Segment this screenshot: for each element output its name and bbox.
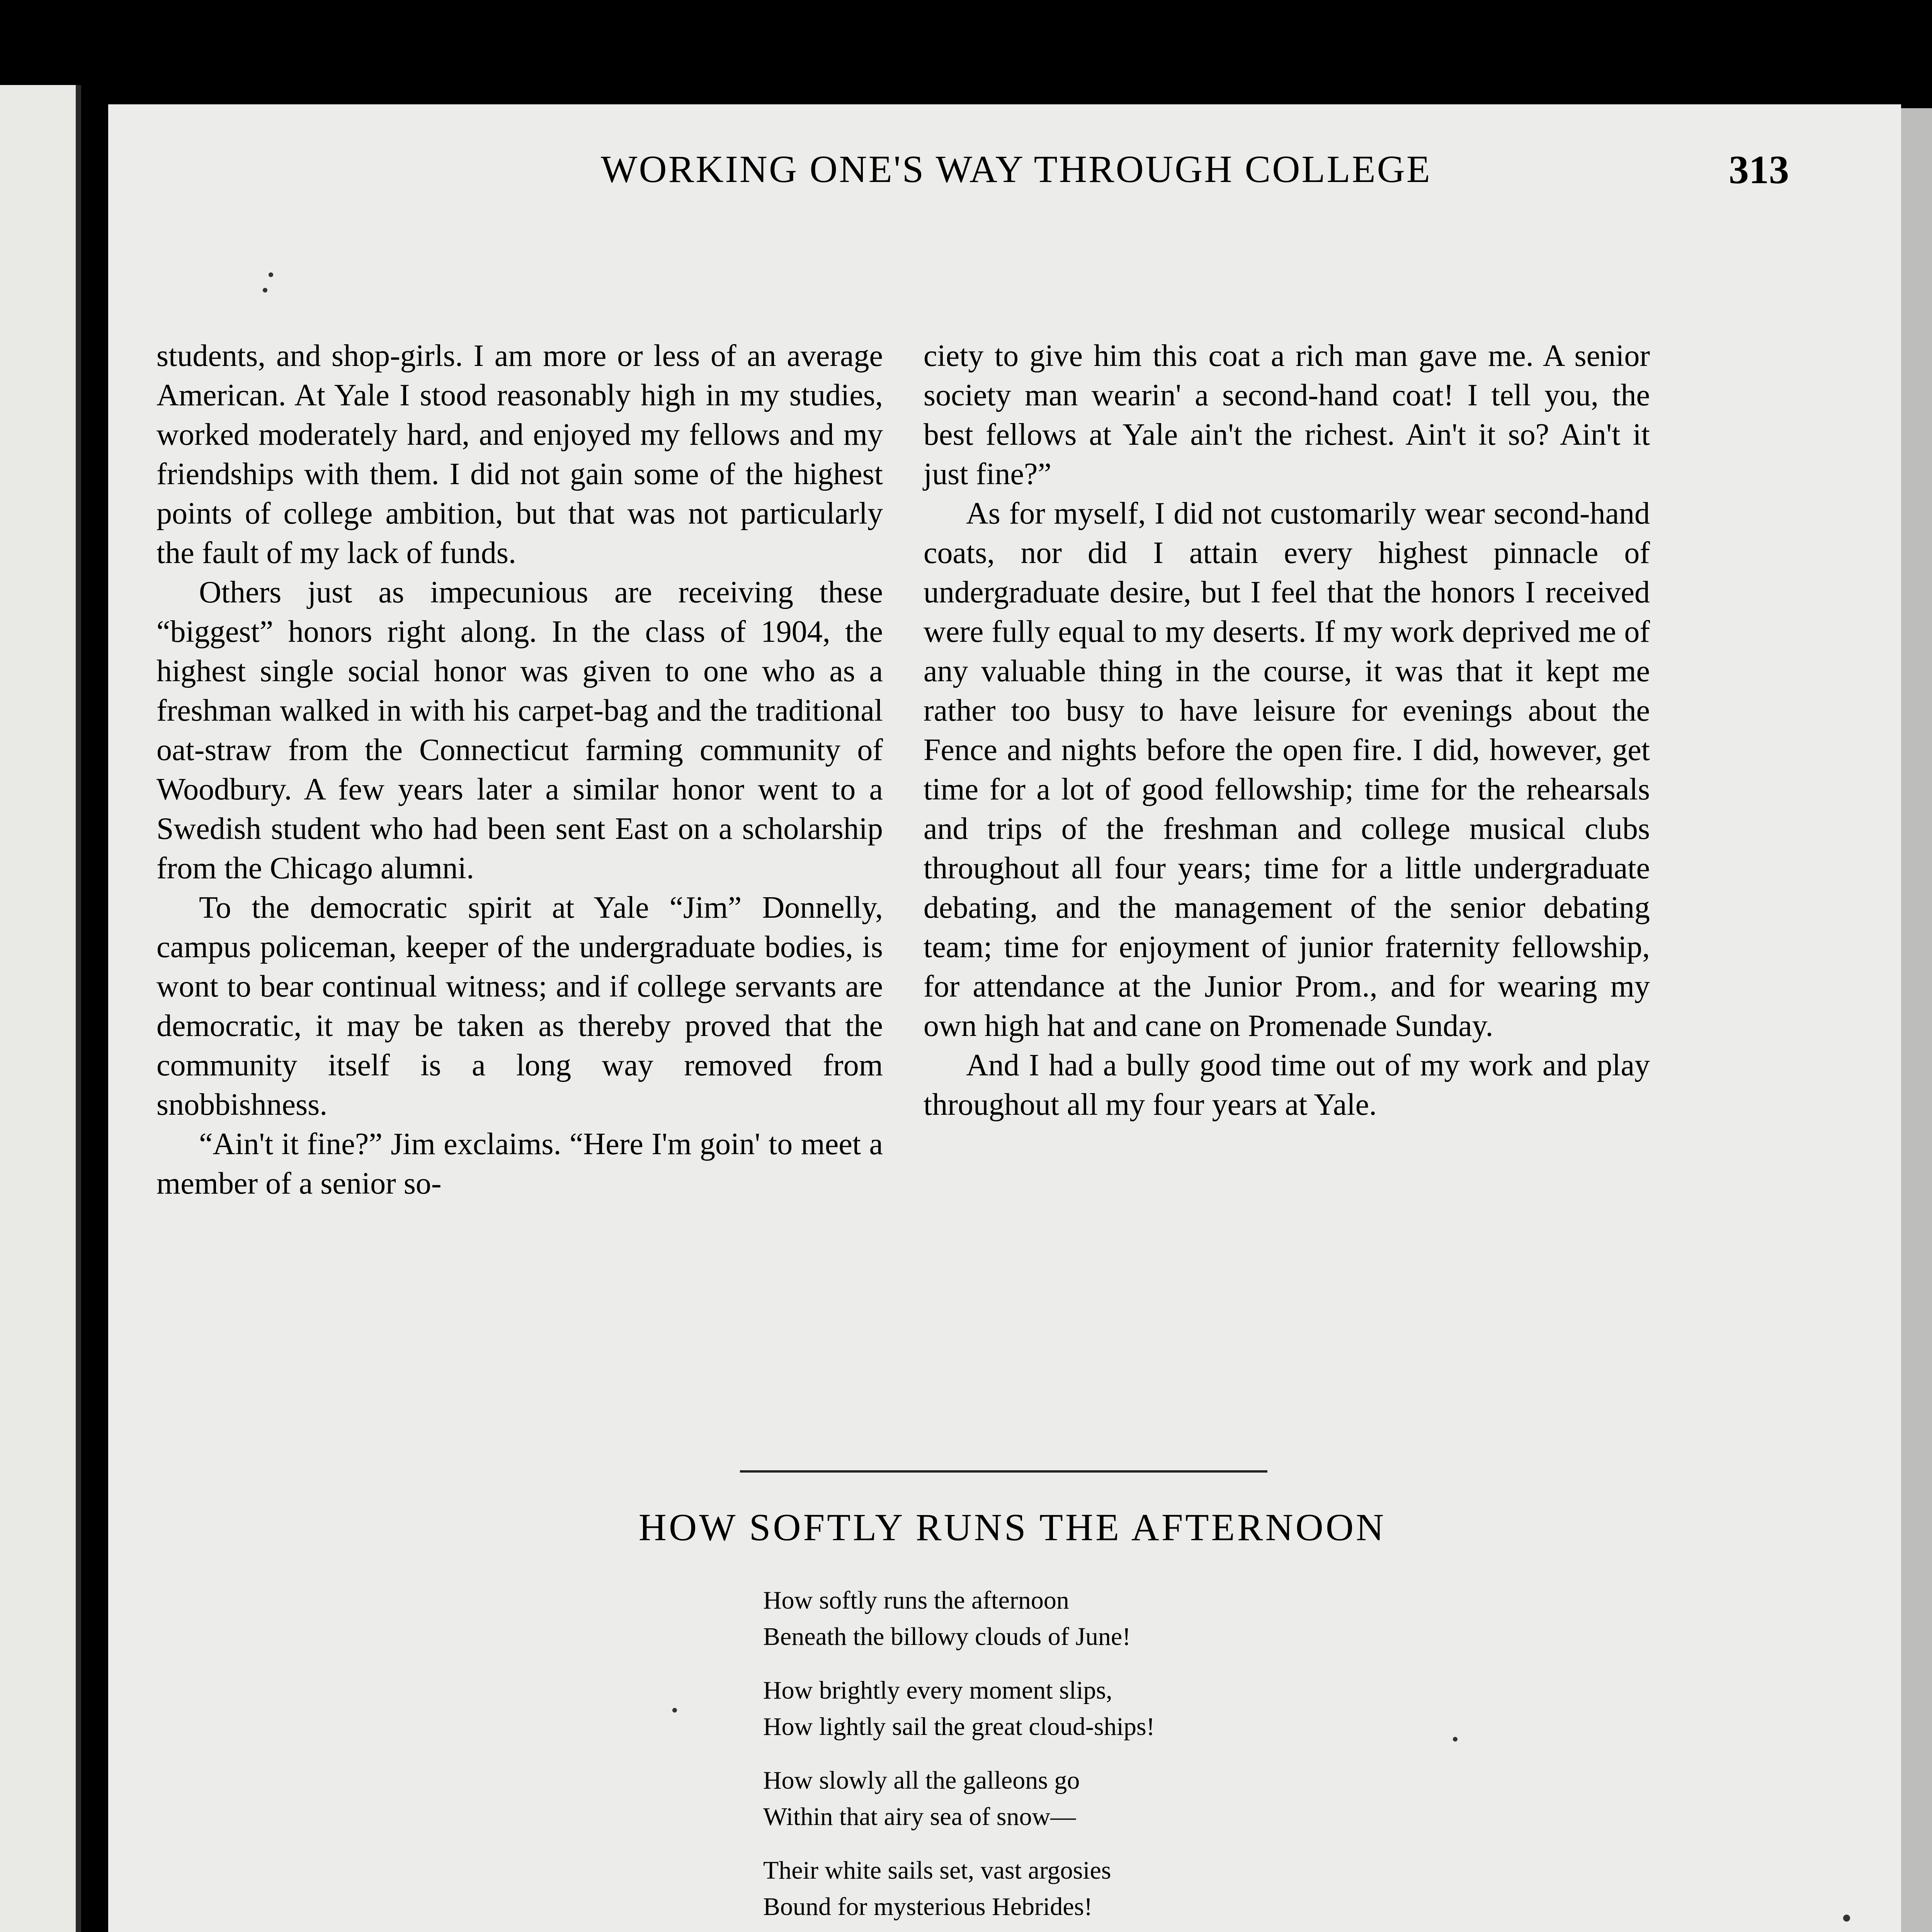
poem-stanza (763, 1852, 1459, 1925)
article-left-column (156, 336, 883, 1203)
paragraph: students, and shop-girls. I am more or less of an average American. At Yale I stood reasonably high in my studies, worked moderately hard, and enjoyed my fellows and my friendships with them. I did not gain some of the highest points of college ambition, but that was not particularly the fault of my lack of funds. (156, 339, 883, 570)
poem-line: How softly runs the afternoon (763, 1586, 1069, 1614)
speck (263, 288, 267, 293)
paragraph: “Ain't it fine?” Jim exclaims. “Here I'm goin' to meet a member of a senior so- (156, 1127, 883, 1201)
section-divider (740, 1470, 1267, 1473)
paragraph: As for myself, I did not customarily wear second-hand coats, nor did I attain every highest pinnacle of undergraduate desire, but I feel that the honors I received were fully equal to my deserts. If my work deprived me of any valuable thing in the course, it was that it kept me rather too busy to have leisure for evenings about the Fence and nights before the open fire. I did, however, get time for a lot of good fellowship; time for the rehearsals and trips of the freshman and college musical clubs throughout all four years; time for a little undergraduate debating, and the management of the senior debating team; time for enjoyment of junior fraternity fellowship, for attendance at the Junior Prom., and for wearing my own high hat and cane on Promenade Sunday. (923, 497, 1650, 1043)
poem-stanza (763, 1762, 1459, 1835)
poem-line: Beneath the billowy clouds of June! (763, 1622, 1131, 1651)
poem-stanza (763, 1672, 1459, 1745)
facing-page-edge (0, 85, 81, 1932)
poem-stanza (763, 1582, 1459, 1655)
page-number: 313 (1729, 148, 1789, 192)
paragraph: ciety to give him this coat a rich man gave me. A senior society man wearin' a second-hand coat! I tell you, the best fellows at Yale ain't the richest. Ain't it so? Ain't it just fine?” (923, 339, 1650, 491)
running-title: WORKING ONE'S WAY THROUGH COLLEGE (601, 148, 1432, 190)
paragraph: To the democratic spirit at Yale “Jim” Donnelly, campus policeman, keeper of the undergraduate bodies, is wont to bear continual witness; and if college servants are democratic, it may be taken as thereby proved that the community itself is a long way removed from snobbishness. (156, 891, 883, 1122)
speck (672, 1708, 677, 1713)
page-edge-shadow (1901, 108, 1932, 1932)
speck (1843, 1915, 1850, 1922)
poem-line: How slowly all the galleons go (763, 1766, 1080, 1794)
paragraph: And I had a bully good time out of my work and play throughout all my four years at Yale. (923, 1048, 1650, 1122)
poem-title: HOW SOFTLY RUNS THE AFTERNOON (638, 1506, 1386, 1549)
paragraph: Others just as impecunious are receiving these “biggest” honors right along. In the class of 1904, the highest single social honor was given to one who as a freshman walked in with his carpet-bag and the traditional oat-straw from the Connecticut farming community of Woodbury. A few years later a similar honor went to a Swedish student who had been sent East on a scholarship from the Chicago alumni. (156, 575, 883, 885)
poem-line: How lightly sail the great cloud-ships! (763, 1713, 1155, 1741)
poem-line: Bound for mysterious Hebrides! (763, 1893, 1093, 1921)
poem-line: Within that airy sea of snow— (763, 1803, 1076, 1831)
speck (269, 272, 273, 277)
poem-body (763, 1582, 1459, 1932)
article-right-column (923, 336, 1650, 1124)
poem-line: How brightly every moment slips, (763, 1676, 1112, 1704)
poem-line: Their white sails set, vast argosies (763, 1856, 1111, 1884)
